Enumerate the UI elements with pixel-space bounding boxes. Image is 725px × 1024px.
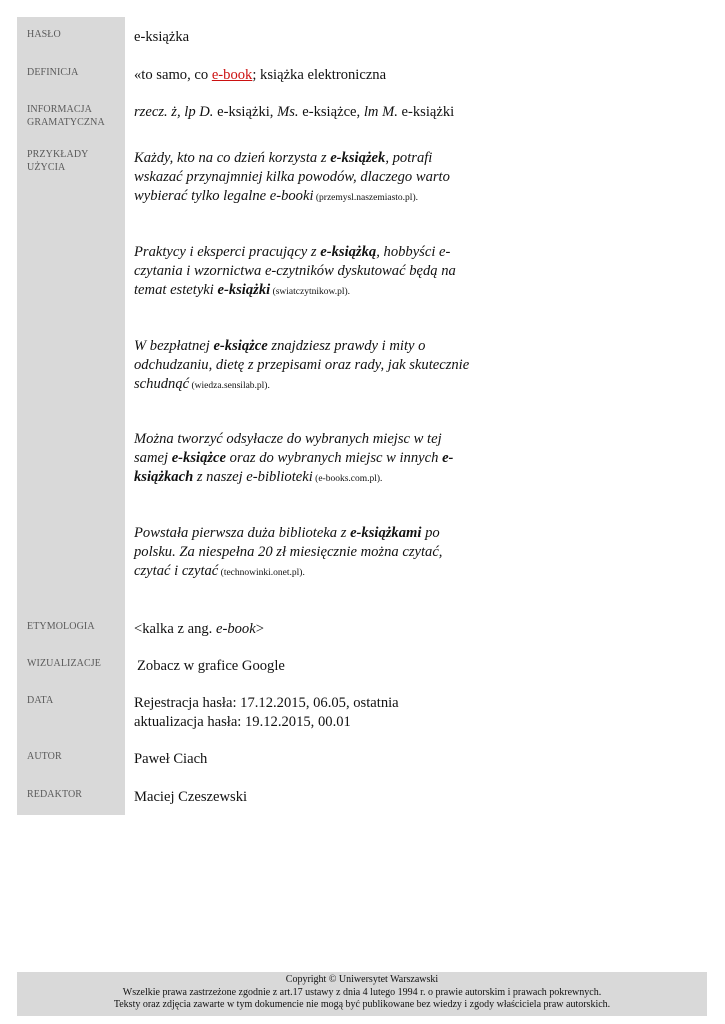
example-keyword: e-książkami — [350, 525, 422, 541]
example-text: z naszej e-biblioteki — [193, 469, 313, 485]
example-source: (przemysl.naszemiasto.pl). — [313, 193, 418, 203]
example-text: Powstała pierwsza duża biblioteka z — [134, 525, 351, 541]
visualizations-label: WIZUALIZACJE — [27, 658, 101, 669]
editor-value: Maciej Czeszewski — [134, 789, 248, 805]
example-text: Każdy, kto na co dzień korzysta z — [134, 150, 331, 166]
editor-label: REDAKTOR — [27, 789, 83, 800]
example-text: , potrafi wskazać przynajmniej kilka powodów, dlaczego warto wybierać tylko legalne e-booki — [134, 150, 450, 204]
footer-copyright: Copyright © Uniwersytet Warszawski — [285, 974, 439, 985]
example-text: Praktycy i eksperci pracujący z — [134, 244, 321, 260]
grammar-label — [27, 103, 125, 129]
example-keyword: e-książce — [213, 338, 268, 354]
example-2-text — [134, 243, 479, 302]
example-text: , hobbyści e-czytania i wzornictwa e-czytników dyskutować będą na temat estetyki — [134, 244, 456, 298]
example-4-text — [134, 430, 479, 489]
grammar-genitive: e-książki, — [213, 104, 278, 120]
example-keyword: e-książkach — [134, 450, 454, 485]
definition-label: DEFINICJA — [27, 67, 79, 78]
example-source: (wiedza.sensilab.pl). — [189, 381, 270, 391]
footer-notice: Teksty oraz zdjęcia zawarte w tym dokumencie nie mogą być publikowane bez wiedzy i zgody właściciela praw autorskich. — [113, 999, 611, 1010]
examples-label — [27, 148, 125, 174]
grammar-plural-abbr: lm M. — [363, 104, 398, 120]
etymology-value — [134, 620, 479, 639]
date-value — [134, 694, 479, 732]
example-text: W bezpłatnej — [134, 338, 214, 354]
example-source: (technowinki.onet.pl). — [218, 568, 305, 578]
example-keyword: e-książki — [217, 282, 271, 298]
grammar-locative: e-książce, — [298, 104, 364, 120]
entry-value: e-książka — [134, 29, 190, 45]
definition-prefix: «to samo, co — [134, 67, 212, 83]
example-text: Można tworzyć odsyłacze do wybranych miejsc w tej samej — [134, 431, 442, 466]
example-5-text — [134, 524, 479, 583]
definition-suffix: ; książka elektroniczna — [252, 67, 387, 83]
copyright-footer — [17, 972, 707, 1016]
example-keyword: e-książek — [330, 150, 386, 166]
google-images-link[interactable]: Zobacz w grafice Google — [137, 658, 285, 674]
example-text: po polsku. Za niespełna 20 zł miesięcznie można czytać, czytać i czytać — [134, 525, 443, 579]
example-source: (e-books.com.pl). — [312, 474, 383, 484]
grammar-value — [134, 103, 554, 122]
grammar-ms-abbr: Ms. — [277, 104, 299, 120]
date-update: aktualizacja hasła: 19.12.2015, 00.01 — [134, 714, 351, 730]
etymology-word: e-book — [215, 621, 256, 637]
entry-label: HASŁO — [27, 29, 61, 40]
example-text: oraz do wybranych miejsc w innych — [226, 450, 443, 466]
example-3-text — [134, 337, 479, 396]
example-keyword: e-książce — [171, 450, 227, 466]
etymology-label: ETYMOLOGIA — [27, 621, 95, 632]
date-registration: Rejestracja hasła: 17.12.2015, 06.05, ostatnia — [134, 695, 399, 711]
author-value: Paweł Ciach — [134, 751, 208, 767]
etymology-prefix: <kalka z ang. — [134, 621, 216, 637]
examples-label-line2: UŻYCIA — [27, 162, 66, 173]
date-label: DATA — [27, 695, 54, 706]
footer-rights: Wszelkie prawa zastrzeżone zgodnie z art.17 ustawy z dnia 4 lutego 1994 r. o prawie autorskim i prawach pokrewnych. — [122, 986, 602, 998]
grammar-plural: e-książki — [397, 104, 455, 120]
example-1-text — [134, 149, 479, 208]
grammar-label-line2: GRAMATYCZNA — [27, 117, 105, 128]
example-keyword: e-książką — [320, 244, 377, 260]
example-source: (swiatczytnikow.pl). — [270, 287, 351, 297]
etymology-suffix: > — [255, 621, 264, 637]
definition-value — [134, 66, 479, 85]
grammar-label-line1: INFORMACJA — [27, 104, 92, 115]
e-book-link[interactable]: e-book — [211, 67, 253, 83]
author-label: AUTOR — [27, 751, 62, 762]
examples-label-line1: PRZYKŁADY — [27, 149, 89, 160]
grammar-pos: rzecz. ż, lp D. — [134, 104, 214, 120]
example-text: znajdziesz prawdy i mity o odchudzaniu, dietę z przepisami oraz rady, jak skutecznie schudnąć — [134, 338, 470, 392]
